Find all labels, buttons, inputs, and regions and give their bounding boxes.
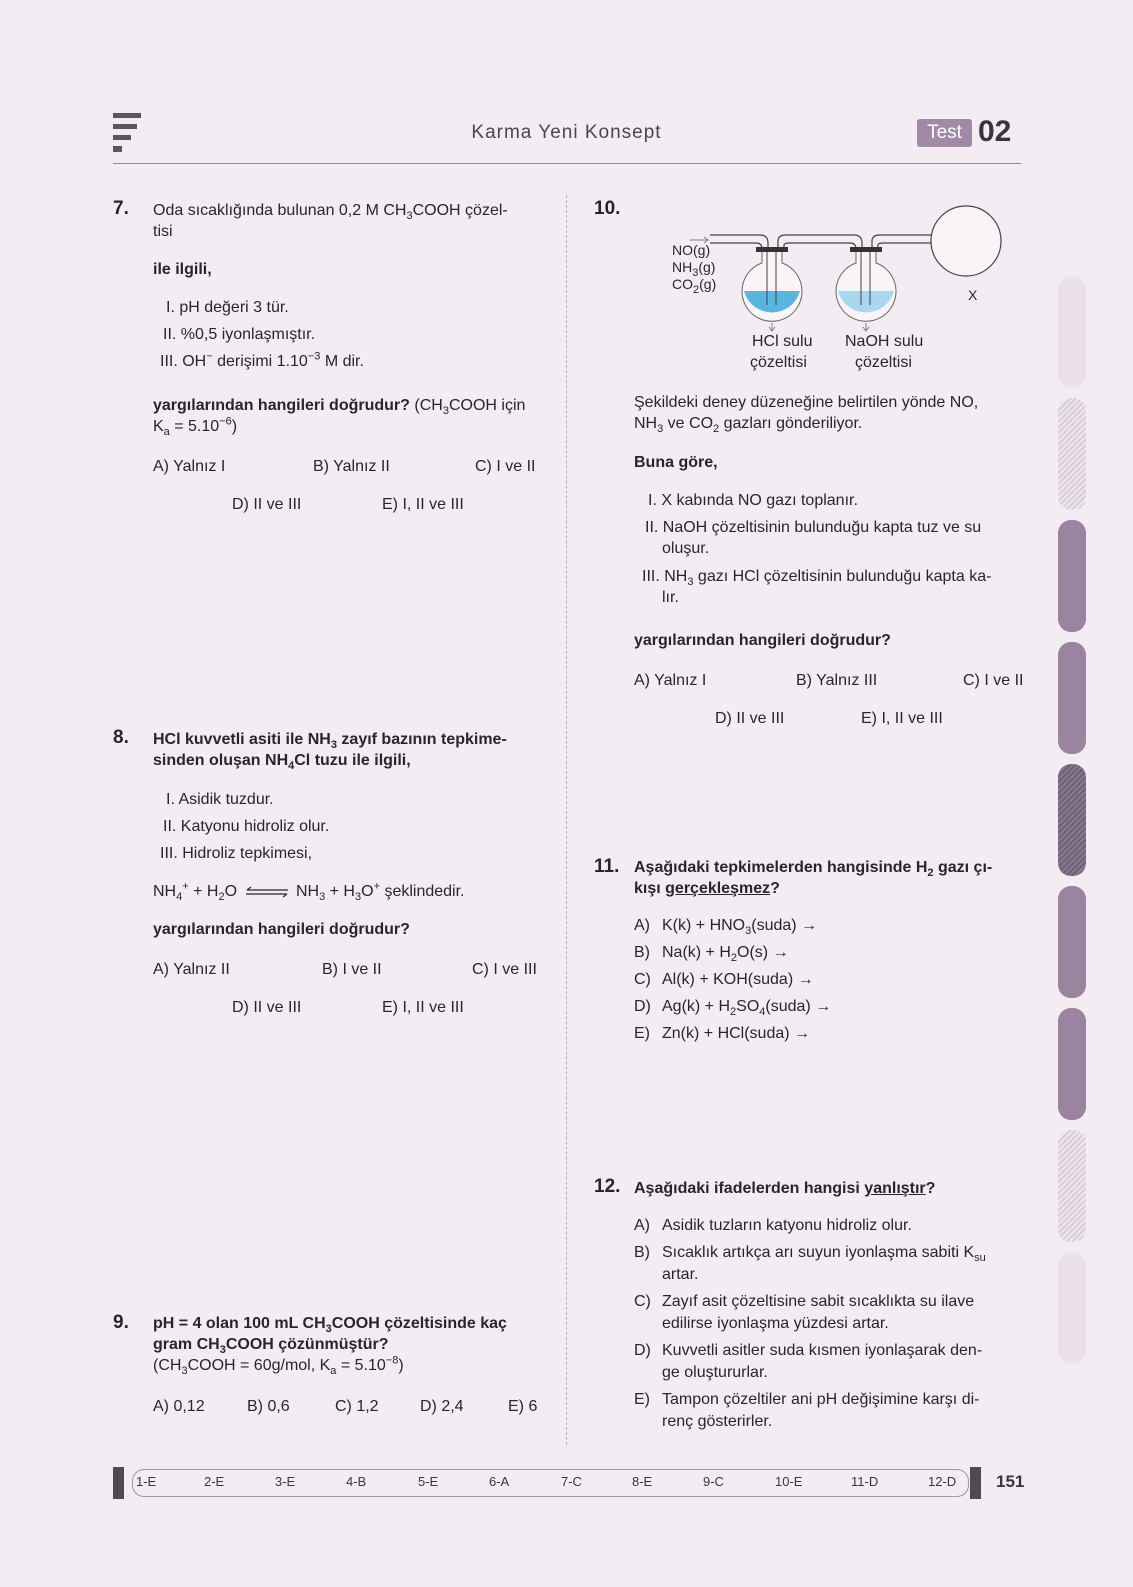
q12-a-letter: A): [634, 1217, 650, 1234]
question-12-option-c[interactable]: [634, 1293, 974, 1311]
question-7-question: [153, 395, 525, 417]
header-divider: [113, 163, 1021, 164]
q7-s3-sup-exp: −3: [307, 350, 321, 363]
question-8-option-c[interactable]: C) I ve III: [472, 961, 537, 978]
q11-d-text2: SO: [736, 998, 760, 1015]
question-12-option-c-line2: edilirse iyonlaşma yüzdesi artar.: [662, 1315, 889, 1332]
question-12-option-a[interactable]: [634, 1217, 912, 1235]
q12-l1c: ?: [925, 1180, 936, 1197]
footer-cap-left: [113, 1467, 124, 1499]
q8-eq-sub4: 4: [176, 891, 183, 904]
question-8-option-e[interactable]: E) I, II ve III: [382, 999, 464, 1016]
q11-l1a: Aşağıdaki tepkimelerden hangisinde H: [634, 859, 928, 876]
gas-label-nh3: [672, 259, 716, 279]
q11-b-text2: O(s) →: [737, 944, 789, 961]
side-tab-5: [1058, 764, 1086, 876]
question-10-question: yargılarından hangileri doğrudur?: [634, 632, 891, 649]
q12-a-text: Asidik tuzların katyonu hidroliz olur.: [662, 1217, 912, 1234]
question-10-statement-1: I. X kabında NO gazı toplanır.: [648, 492, 858, 509]
question-11-text-line1: [634, 857, 992, 879]
side-tab-7: [1058, 1008, 1086, 1120]
q7-line1: Oda sıcaklığında bulunan 0,2 M CH: [153, 202, 407, 219]
q8-l2b: Cl tuzu ile ilgili,: [294, 752, 411, 769]
q11-a-sub3: 3: [745, 925, 752, 938]
question-10-option-c[interactable]: C) I ve II: [963, 672, 1024, 689]
q9-l2a: gram CH: [153, 1336, 220, 1353]
q9-l3a: (CH: [153, 1357, 182, 1374]
q7-q-sub3: 3: [442, 405, 449, 418]
q12-b-text1: Sıcaklık artıkça arı suyun iyonlaşma sabiti K: [662, 1244, 975, 1261]
gas-co2-b: (g): [699, 276, 717, 292]
q8-eq-sup-plus2: +: [373, 880, 380, 893]
question-12-number: 12.: [594, 1176, 621, 1197]
answer-10: 10-E: [775, 1474, 803, 1489]
question-8-option-d[interactable]: D) II ve III: [232, 999, 302, 1016]
answer-2: 2-E: [204, 1474, 225, 1489]
q8-l2a: sinden oluşan NH: [153, 752, 289, 769]
answer-9: 9-C: [703, 1474, 724, 1489]
q11-l2a: kışı: [634, 880, 666, 897]
q11-d-letter: D): [634, 998, 651, 1015]
answer-11: 11-D: [851, 1474, 879, 1489]
question-8-number: 8.: [113, 727, 129, 748]
question-7-option-b[interactable]: B) Yalnız II: [313, 458, 390, 475]
answer-3: 3-E: [275, 1474, 296, 1489]
q12-d-letter: D): [634, 1342, 651, 1359]
q11-b-sub2: 2: [730, 952, 738, 965]
q9-l3-suba: a: [330, 1365, 337, 1378]
footer-cap-right: [970, 1467, 981, 1499]
question-7-text-line1: [153, 200, 508, 222]
q11-l2c: ?: [770, 880, 780, 897]
q9-l1a: pH = 4 olan 100 mL CH: [153, 1315, 326, 1332]
q7-ka-sub: a: [163, 426, 170, 439]
q7-ka-c: ): [231, 418, 238, 435]
question-10-option-a[interactable]: A) Yalnız I: [634, 672, 707, 689]
question-9-number: 9.: [113, 1312, 129, 1333]
q11-c-letter: C): [634, 971, 651, 988]
q12-e-letter: E): [634, 1391, 650, 1408]
q11-e-text: Zn(k) + HCl(suda) →: [662, 1025, 811, 1042]
q8-l2-sub4: 4: [288, 760, 295, 773]
question-8-statement-1: I. Asidik tuzdur.: [166, 791, 274, 808]
q11-l1-sub2: 2: [927, 867, 934, 880]
side-tab-9: [1058, 1252, 1086, 1364]
logo-bar-4: [113, 146, 122, 152]
answer-7: 7-C: [561, 1474, 582, 1489]
q9-l2-sub3: 3: [219, 1344, 226, 1357]
question-11-option-c[interactable]: [634, 971, 814, 989]
question-9-option-a[interactable]: A) 0,12: [153, 1398, 205, 1415]
q7-ka-b: = 5.10: [169, 418, 220, 435]
q11-a-text2: (suda) →: [751, 917, 818, 934]
question-8-text-line1: [153, 729, 507, 751]
question-12-option-e[interactable]: [634, 1391, 979, 1409]
q12-l1a: Aşağıdaki ifadelerden hangisi: [634, 1180, 865, 1197]
side-tab-8: [1058, 1130, 1086, 1242]
experiment-apparatus-icon: [660, 205, 1020, 380]
question-7-text-line2: tisi: [153, 223, 173, 240]
question-9-option-c[interactable]: C) 1,2: [335, 1398, 379, 1415]
side-tab-4: [1058, 642, 1086, 754]
question-9-option-e[interactable]: E) 6: [508, 1398, 538, 1415]
q9-l3-sub3: 3: [181, 1365, 188, 1378]
question-12-option-b-line2: artar.: [662, 1266, 699, 1283]
question-7-statement-1: I. pH değeri 3 tür.: [166, 299, 289, 316]
question-9-text-line2: [153, 1334, 388, 1356]
q8-eq-b: + H: [188, 883, 219, 900]
q7-s3-sup-minus: −: [206, 350, 213, 363]
gas-co2-a: CO: [672, 276, 693, 292]
question-8-question: yargılarından hangileri doğrudur?: [153, 921, 410, 938]
question-7-ka: [153, 416, 237, 438]
q7-line1b: COOH çözel-: [412, 202, 508, 219]
q11-l1b: gazı çı-: [933, 859, 993, 876]
q8-eq-a: NH: [153, 883, 177, 900]
answer-6: 6-A: [489, 1474, 510, 1489]
q10-d2-sub3: 3: [657, 423, 664, 436]
question-10-option-e[interactable]: E) I, II ve III: [861, 710, 943, 727]
q7-sub3: 3: [406, 210, 413, 223]
q11-d-sub4: 4: [759, 1006, 766, 1019]
equilibrium-arrow-icon: [244, 886, 290, 898]
gas-nh3-sub: 3: [692, 266, 699, 279]
question-7-option-c[interactable]: C) I ve II: [475, 458, 536, 475]
question-12-option-d[interactable]: [634, 1342, 982, 1360]
question-11-option-b[interactable]: [634, 944, 789, 965]
q12-b-letter: B): [634, 1244, 650, 1261]
question-11-option-a[interactable]: [634, 917, 818, 938]
question-11-number: 11.: [594, 856, 620, 877]
q10-d2-sub2: 2: [713, 423, 720, 436]
q7-s3c: M dir.: [320, 353, 364, 370]
side-tab-3: [1058, 520, 1086, 632]
q7-q-c: COOH için: [448, 397, 526, 414]
q10-d2c: gazları gönderiliyor.: [719, 415, 863, 432]
experiment-diagram: [660, 205, 1020, 380]
side-tab-6: [1058, 886, 1086, 998]
question-8-statement-3: III. Hidroliz tepkimesi,: [160, 845, 313, 862]
q8-eq-e: + H: [325, 883, 355, 900]
question-9-text-line3: [153, 1355, 404, 1377]
question-10-statement-3a: [642, 566, 991, 588]
gas-label-co2: [672, 276, 717, 296]
q11-b-letter: B): [634, 944, 650, 961]
q8-l1-sub3: 3: [330, 739, 337, 752]
q8-l1b: zayıf bazının tepkime-: [336, 731, 507, 748]
logo-bar-1: [113, 113, 141, 118]
question-12-option-b[interactable]: [634, 1244, 986, 1265]
q7-s3a: III. OH: [160, 353, 207, 370]
q11-a-letter: A): [634, 917, 650, 934]
answer-5: 5-E: [418, 1474, 439, 1489]
side-tab-1: [1058, 276, 1086, 388]
q12-e-text1: Tampon çözeltiler ani pH değişimine karşı di-: [662, 1391, 980, 1408]
q7-q-a: yargılarından hangileri doğrudur?: [153, 397, 410, 414]
gas-nh3-a: NH: [672, 259, 693, 275]
q10-s3a: III. NH: [642, 568, 688, 585]
question-9-option-d[interactable]: D) 2,4: [420, 1398, 464, 1415]
question-8-option-b[interactable]: B) I ve II: [322, 961, 382, 978]
q11-l2b: gerçekleşmez: [665, 880, 771, 897]
question-12-option-e-line2: renç gösterirler.: [662, 1413, 773, 1430]
q11-a-text: K(k) + HNO: [662, 917, 746, 934]
q9-l3d: ): [398, 1357, 404, 1374]
question-11-option-e[interactable]: [634, 1025, 810, 1043]
question-10-number: 10.: [594, 198, 621, 219]
q7-ka-a: K: [153, 418, 164, 435]
q12-d-text1: Kuvvetli asitler suda kısmen iyonlaşarak den-: [662, 1342, 983, 1359]
gas-co2-sub: 2: [693, 283, 700, 296]
answer-4: 4-B: [346, 1474, 367, 1489]
question-8-option-a[interactable]: A) Yalnız II: [153, 961, 230, 978]
q7-ka-sup: −6: [219, 415, 232, 428]
gas-label-no: NO(g): [672, 242, 711, 258]
column-divider: [566, 195, 567, 1445]
q8-eq-sub2: 2: [218, 891, 225, 904]
q9-l1b: COOH çözeltisinde kaç: [331, 1315, 507, 1332]
question-7-option-d[interactable]: D) II ve III: [232, 496, 302, 513]
q11-d-text: Ag(k) + H: [662, 998, 731, 1015]
question-8-statement-2: II. Katyonu hidroliz olur.: [163, 818, 330, 835]
question-9-text-line1: [153, 1313, 507, 1335]
test-badge: Test: [917, 119, 972, 147]
question-7-option-e[interactable]: E) I, II ve III: [382, 496, 464, 513]
question-10-intro: Buna göre,: [634, 454, 718, 471]
q8-l1a: HCl kuvvetli asiti ile NH: [153, 731, 331, 748]
question-12-option-d-line2: ge oluştururlar.: [662, 1364, 768, 1381]
q10-d2b: ve CO: [663, 415, 714, 432]
question-7-option-a[interactable]: A) Yalnız I: [153, 458, 226, 475]
q7-s3b: derişimi 1.10: [212, 353, 308, 370]
answer-12: 12-D: [928, 1474, 957, 1489]
question-8-equation: [153, 881, 465, 903]
hcl-label-2: çözeltisi: [750, 354, 807, 371]
question-12-text: [634, 1178, 935, 1200]
naoh-label-2: çözeltisi: [855, 354, 912, 371]
q7-q-b: (CH: [409, 397, 443, 414]
q11-b-text: Na(k) + H: [662, 944, 731, 961]
q8-eq-g: şeklindedir.: [380, 883, 465, 900]
question-7-statement-3: [160, 351, 364, 373]
header-title: Karma Yeni Konsept: [471, 122, 662, 143]
q9-l3c: = 5.10: [336, 1357, 386, 1374]
question-7-number: 7.: [113, 198, 129, 219]
answer-key-bar: [132, 1469, 969, 1497]
naoh-label-1: NaOH sulu: [845, 333, 924, 350]
q8-eq-d: NH: [295, 883, 320, 900]
q11-c-text: Al(k) + KOH(suda) →: [662, 971, 814, 988]
q11-d-sub2: 2: [730, 1006, 737, 1019]
question-8-text-line2: [153, 750, 411, 772]
q8-eq-c: O: [224, 883, 238, 900]
q11-d-text3: (suda) →: [765, 998, 832, 1015]
question-7-statement-2: II. %0,5 iyonlaşmıştır.: [163, 326, 316, 343]
answer-8: 8-E: [632, 1474, 653, 1489]
question-10-statement-3b: lır.: [662, 589, 679, 606]
q12-c-letter: C): [634, 1293, 651, 1310]
question-9-option-b[interactable]: B) 0,6: [247, 1398, 290, 1415]
hcl-label-1: HCl sulu: [752, 333, 813, 350]
question-11-text-line2: [634, 878, 780, 900]
q9-l3b: COOH = 60g/mol, K: [187, 1357, 331, 1374]
page-number: 151: [996, 1472, 1025, 1491]
question-10-option-d[interactable]: D) II ve III: [715, 710, 785, 727]
q9-l1-sub3: 3: [325, 1323, 332, 1336]
q8-eq-f: O: [361, 883, 374, 900]
question-10-desc-line1: Şekildeki deney düzeneğine belirtilen yönde NO,: [634, 394, 979, 411]
question-10-option-b[interactable]: B) Yalnız III: [796, 672, 878, 689]
q8-eq-sub3: 3: [319, 891, 326, 904]
q10-s3-sub3: 3: [687, 576, 694, 589]
gas-nh3-b: (g): [698, 259, 716, 275]
q10-d2a: NH: [634, 415, 658, 432]
question-11-option-d[interactable]: [634, 998, 832, 1019]
side-tab-2: [1058, 398, 1086, 510]
test-number: 02: [978, 115, 1012, 148]
q11-e-letter: E): [634, 1025, 650, 1042]
answer-1: 1-E: [136, 1474, 157, 1489]
question-10-statement-2a: II. NaOH çözeltisinin bulunduğu kapta tuz ve su: [645, 519, 982, 536]
question-10-desc-line2: [634, 413, 862, 435]
q12-c-text1: Zayıf asit çözeltisine sabit sıcaklıkta su ilave: [662, 1293, 975, 1310]
q9-l2b: COOH çözünmüştür?: [225, 1336, 389, 1353]
q9-l3-sup: −8: [385, 1354, 399, 1367]
vessel-x-label: X: [968, 287, 978, 303]
question-7-intro: ile ilgili,: [153, 261, 212, 278]
q10-s3b: gazı HCl çözeltisinin bulunduğu kapta ka-: [693, 568, 992, 585]
q8-eq-sup-plus: +: [182, 880, 189, 893]
q8-eq-sub3b: 3: [354, 891, 362, 904]
q12-l1b: yanlıştır: [864, 1180, 926, 1197]
question-10-statement-2b: oluşur.: [662, 540, 710, 557]
q12-b-sub: su: [974, 1252, 986, 1265]
